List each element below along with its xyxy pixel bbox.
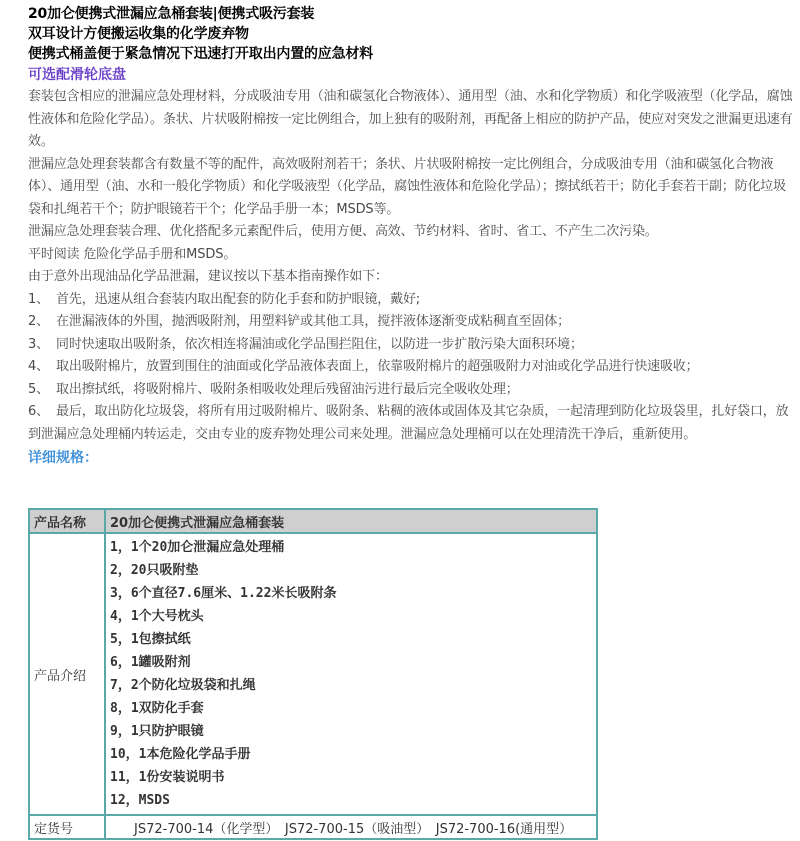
list-item: 6，1罐吸附剂 [110,655,191,670]
guide-step [28,311,796,334]
list-item: 7，2个防化垃圾袋和扎绳 [110,678,256,693]
headline-feature-handles: 双耳设计方便搬运收集的化学废弃物 [28,26,249,42]
spec-table [28,508,598,840]
step-number: 3、 [28,336,49,352]
paragraph-contents: 泄漏应急处理套装都含有数量不等的配件，高效吸附剂若干；条状、片状吸附棉按一定比例组合，分成吸油专用（油和碳氢化合物液体）、通用型（油、水和一般化学物质）和化学吸液型（化学品，腐蚀性液体和危险化学品）；擦拭纸若干；防化手套若干副；防化垃圾袋和扎绳若干个；防护眼镜若干个；化学品手册一本；MSDS等。 [28,156,787,217]
list-item: 12，MSDS [110,793,170,808]
list-item: 3，6个直径7.6厘米、1.22米长吸附条 [110,586,337,601]
list-item: 11，1份安装说明书 [110,770,225,785]
table-row [29,815,597,839]
list-item: 4，1个大号枕头 [110,609,204,624]
step-text-continued: 扎好袋口，放到泄漏应急处理桶内转运走，交由专业的废弃物处理公司来处理。泄漏应急处理桶可以在处理清洗干净后，重新使用。 [28,404,789,442]
order-label: 定货号 [29,815,105,839]
step-number: 5、 [28,381,49,397]
guide-step [28,356,796,379]
spec-title: 详细规格： [28,450,98,466]
step-number: 4、 [28,359,49,374]
paragraph-reading: 平时阅读 危险化学品手册和MSDS。 [28,246,237,262]
paragraph-overview: 套装包含相应的泄漏应急处理材料，分成吸油专用（油和碳氢化合物液体）、通用型（油、水和化学物质）和化学吸液型（化学品，腐蚀性液体和危险化学品）。条状、片状吸附棉按一定比例组合，加上独有的吸附剂，再配备上相应的防护产品，使应对突发之泄漏更迅速有效。 [28,89,793,149]
step-text: 首先，迅速从组合套装内取出配套的防化手套和防护眼镜，戴好; [56,291,421,307]
guide-step-last [28,401,796,446]
name-value: 20加仑便携式泄漏应急桶套装 [105,509,597,533]
step-text: 取出擦拭纸，将吸附棉片、吸附条相吸收处理后残留油污进行最后完全吸收处理； [56,381,519,397]
table-row [29,533,597,815]
table-row [29,509,597,533]
step-text: 在泄漏液体的外围，抛洒吸附剂，用塑料铲或其他工具，搅拌液体逐渐变成粘稠直至固体； [56,314,571,329]
guide-step [28,334,796,357]
step-number: 2、 [28,314,49,329]
list-item: 8，1双防化手套 [110,701,204,716]
list-item: 1，1个20加仑泄漏应急处理桶 [110,540,285,555]
step-text: 同时快速取出吸附条，依次相连将漏油或化学品围拦阻住，以防进一步扩散污染大面积环境； [56,336,583,352]
option-note: 可选配滑轮底盘 [28,67,126,83]
paragraph-benefits: 泄漏应急处理套装合理、优化搭配多元素配件后，使用方便、高效、节约材料、省时、省工、不产生二次污染。 [28,224,658,239]
step-number: 6、 [28,404,49,419]
intro-items [105,533,597,815]
list-item: 10，1本危险化学品手册 [110,747,251,762]
step-number: 1、 [28,291,49,307]
paragraph-guide-intro: 由于意外出现油品化学品泄漏，建议按以下基本指南操作如下： [28,269,388,284]
article [28,4,796,469]
name-label: 产品名称 [29,509,105,533]
list-item: 5，1包擦拭纸 [110,632,191,647]
list-item: 9，1只防护眼镜 [110,724,204,739]
headline-title: 20加仑便携式泄漏应急桶套装|便携式吸污套装 [28,6,315,22]
list-item: 2，20只吸附垫 [110,563,199,578]
step-text: 最后，取出防化垃圾袋，将所有用过吸附棉片、吸附条、粘稠的液体或固体及其它杂质，一起清理到防化垃圾袋里， [56,404,712,419]
headline-feature-lid: 便携式桶盖便于紧急情况下迅速打开取出内置的应急材料 [28,46,373,62]
guide-step [28,289,796,312]
guide-step [28,379,796,402]
intro-label: 产品介绍 [29,533,105,815]
order-codes: JS72-700-14（化学型） JS72-700-15（吸油型） JS72-700-16(通用型） [105,815,597,839]
step-text: 取出吸附棉片，放置到围住的油面或化学品液体表面上，依靠吸附棉片的超强吸附力对油或化学品进行快速吸收； [56,359,699,374]
